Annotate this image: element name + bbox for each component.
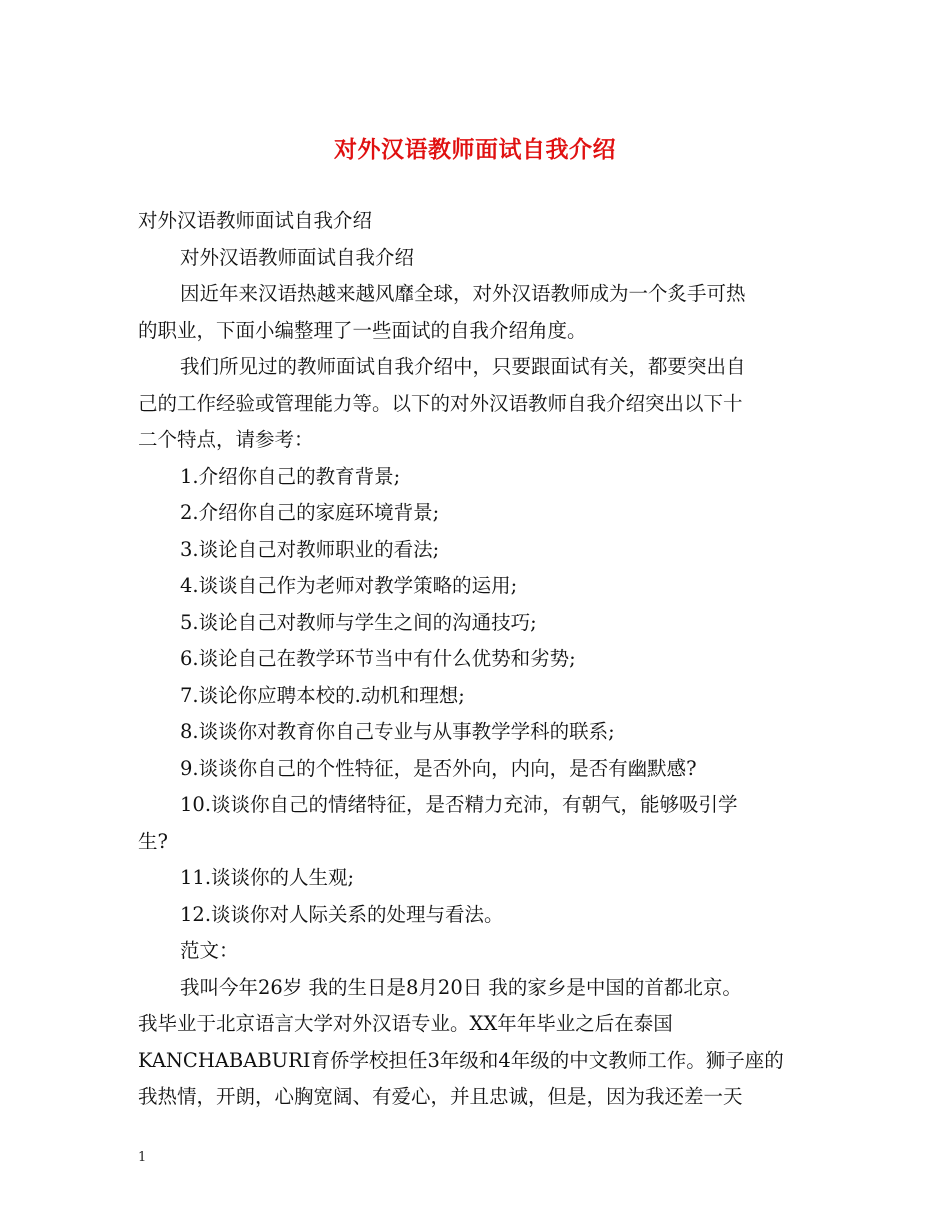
text-line: 7.谈论你应聘本校的.动机和理想; [180,683,465,707]
text-line: 对外汉语教师面试自我介绍 [138,209,373,232]
text-line: 己的工作经验或管理能力等。以下的对外汉语教师自我介绍突出以下十 [138,391,743,415]
text-line: 2.介绍你自己的家庭环境背景; [180,501,440,524]
text-line: 对外汉语教师面试自我介绍 [180,245,415,269]
document-body [138,203,828,1116]
text-line: 二个特点，请参考： [138,428,314,451]
text-line: 10.谈谈你自己的情绪特征，是否精力充沛，有朝气，能够吸引学 [180,793,738,816]
text-line: 我叫今年26岁 我的生日是8月20日 我的家乡是中国的首都北京。 [180,975,742,999]
text-line: 3.谈论自己对教师职业的看法; [180,537,440,561]
text-line: 11.谈谈你的人生观; [180,866,355,889]
document-title: 对外汉语教师面试自我介绍 [334,136,616,163]
text-line: KANCHABABURI育侨学校担任3年级和4年级的中文教师工作。狮子座的 [138,1048,784,1072]
text-line: 我热情，开朗，心胸宽阔、有爱心，并且忠诚，但是，因为我还差一天 [138,1085,743,1108]
text-line: 的职业，下面小编整理了一些面试的自我介绍角度。 [138,318,587,342]
text-line: 12.谈谈你对人际关系的处理与看法。 [180,902,504,926]
text-line: 我们所见过的教师面试自我介绍中，只要跟面试有关，都要突出自 [180,355,746,378]
text-line: 1.介绍你自己的教育背景; [180,464,401,488]
text-line: 生? [138,829,168,853]
text-line: 4.谈谈自己作为老师对教学策略的运用; [180,574,518,597]
text-line: 9.谈谈你自己的个性特征，是否外向，内向，是否有幽默感? [180,756,697,780]
text-line: 因近年来汉语热越来越风靡全球，对外汉语教师成为一个炙手可热 [180,282,746,305]
text-line: 范文： [180,939,239,962]
page-number: 1 [138,1150,147,1165]
text-line: 6.谈论自己在教学环节当中有什么优势和劣势; [180,647,576,670]
text-line: 我毕业于北京语言大学对外汉语专业。XX年年毕业之后在泰国 [138,1012,673,1035]
text-line: 8.谈谈你对教育你自己专业与从事教学学科的联系; [180,720,615,743]
text-line: 5.谈论自己对教师与学生之间的沟通技巧; [180,610,537,634]
